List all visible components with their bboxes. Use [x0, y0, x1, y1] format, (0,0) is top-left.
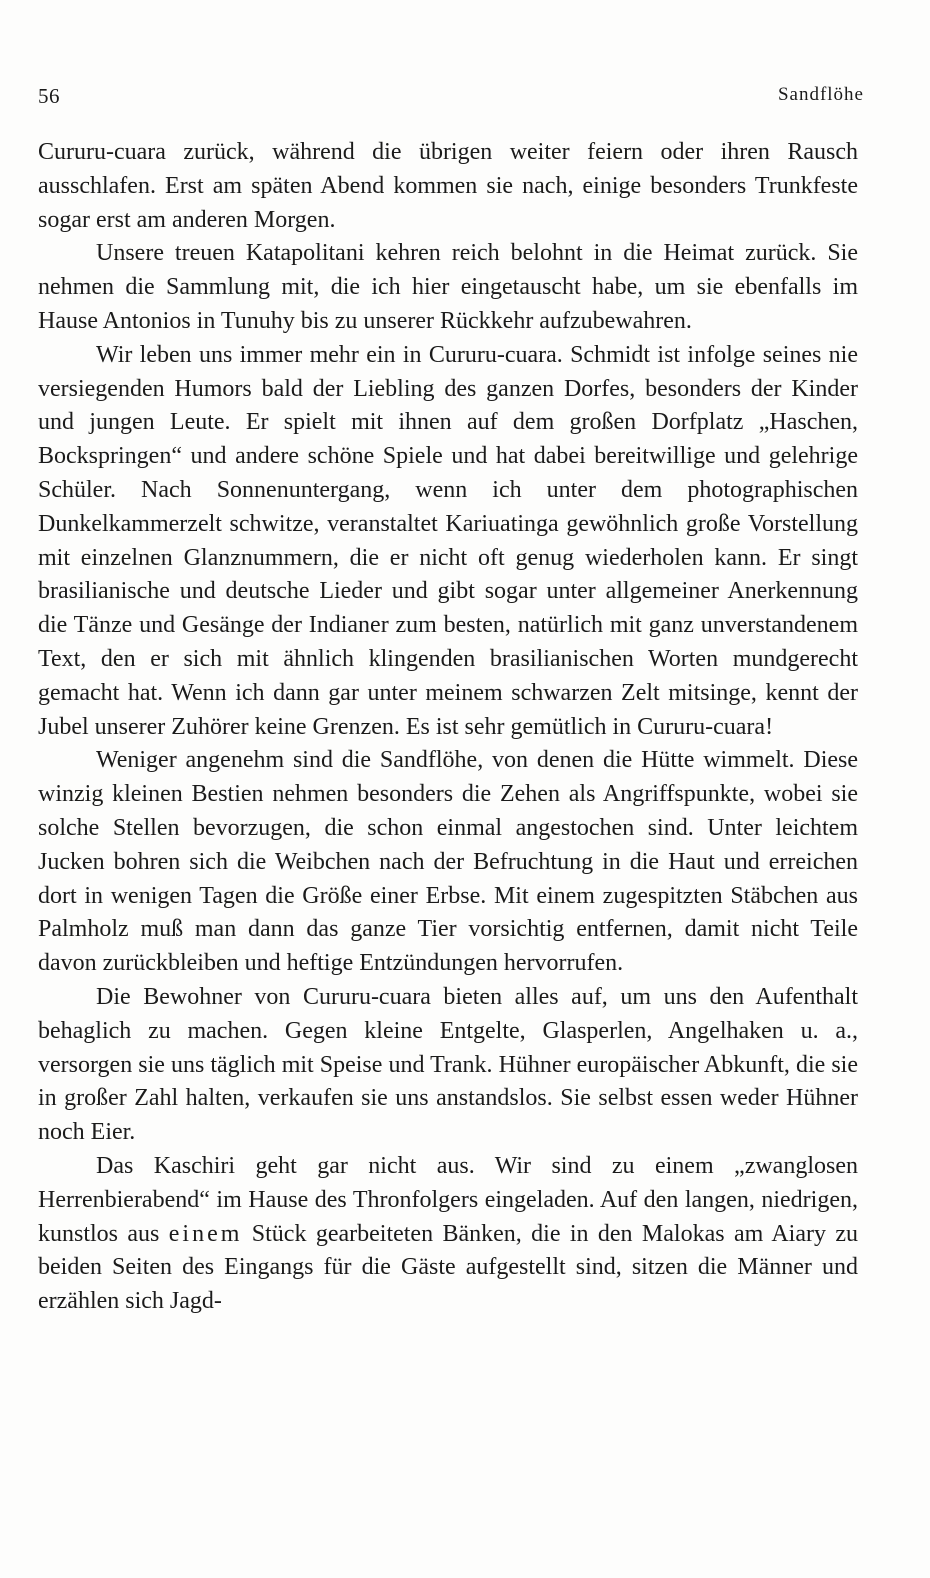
body-text: [38, 136, 858, 1319]
paragraph-6: [38, 1150, 858, 1319]
page-number: 56: [38, 84, 60, 108]
paragraph-1: Cururu-cuara zurück, während die übrigen weiter feiern oder ihren Rausch ausschlafen. Erst am späten Abend kommen sie nach, einige besonders Trunkfeste sogar erst am anderen Morgen.: [38, 139, 858, 233]
paragraph-6-start: Das Kaschiri geht gar nicht aus. Wir sind zu einem „zwanglosen Herrenbierabend“ im Hause des Thronfolgers eingeladen. Auf den langen, niedrigen, kunstlos aus: [38, 1152, 858, 1247]
paragraph-5: Die Bewohner von Cururu-cuara bieten alles auf, um uns den Aufenthalt behaglich zu machen. Gegen kleine Entgelte, Glasperlen, Angelhaken u. a., versorgen sie uns täglich mit Speise und Trank. Hühner europäischer Abkunft, die sie in großer Zahl halten, verkaufen sie uns anstandslos. Sie selbst essen weder Hühner noch Eier.: [38, 983, 858, 1146]
paragraph-3: Wir leben uns immer mehr ein in Cururu-cuara. Schmidt ist infolge seines nie versiegenden Humors bald der Liebling des ganzen Dorfes, besonders der Kinder und jungen Leute. Er spielt mit ihnen auf dem großen Dorfplatz „Haschen, Bockspringen“ und andere schöne Spiele und hat dabei bereitwillige und gelehrige Schüler. Nach Sonnenuntergang, wenn ich unter dem photographischen Dunkelkammerzelt schwitze, veranstaltet Kariuatinga gewöhnlich große Vorstellung mit einzelnen Glanznummern, die er nicht oft genug wiederholen kann. Er singt brasilianische und deutsche Lieder und gibt sogar unter allgemeiner Anerkennung die Tänze und Gesänge der Indianer zum besten, natürlich mit ganz unverstandenem Text, den er sich mit ähnlich klingenden brasilianischen Worten mundgerecht gemacht hat. Wenn ich dann gar unter meinem schwarzen Zelt mitsinge, kennt der Jubel unserer Zuhörer keine Grenzen. Es ist sehr gemütlich in Cururu-cuara!: [38, 341, 858, 740]
paragraph-2: Unsere treuen Katapolitani kehren reich belohnt in die Heimat zurück. Sie nehmen die Sammlung mit, die ich hier eingetauscht habe, um sie ebenfalls im Hause Antonios in Tunuhy bis zu unserer Rückkehr aufzubewahren.: [38, 240, 858, 334]
paragraph-4: Weniger angenehm sind die Sandflöhe, von denen die Hütte wimmelt. Diese winzig kleinen Bestien nehmen besonders die Zehen als Angriffspunkte, wobei sie solche Stellen bevorzugen, die schon einmal angestochen sind. Unter leichtem Jucken bohren sich die Weibchen nach der Befruchtung in die Haut und erreichen dort in wenigen Tagen die Größe einer Erbse. Mit einem zugespitzten Stäbchen aus Palmholz muß man dann das ganze Tier vorsichtig entfernen, damit nicht Teile davon zurückbleiben und heftige Entzündungen hervorrufen.: [38, 747, 858, 977]
paragraph-6-end: Stück gearbeiteten Bänken, die in den Malokas am Aiary zu beiden Seiten des Eingangs für die Gäste aufgestellt sind, sitzen die Männer und erzählen sich Jagd-: [38, 1220, 858, 1315]
spaced-word: einem: [168, 1220, 243, 1247]
running-title: Sandflöhe: [777, 84, 864, 105]
